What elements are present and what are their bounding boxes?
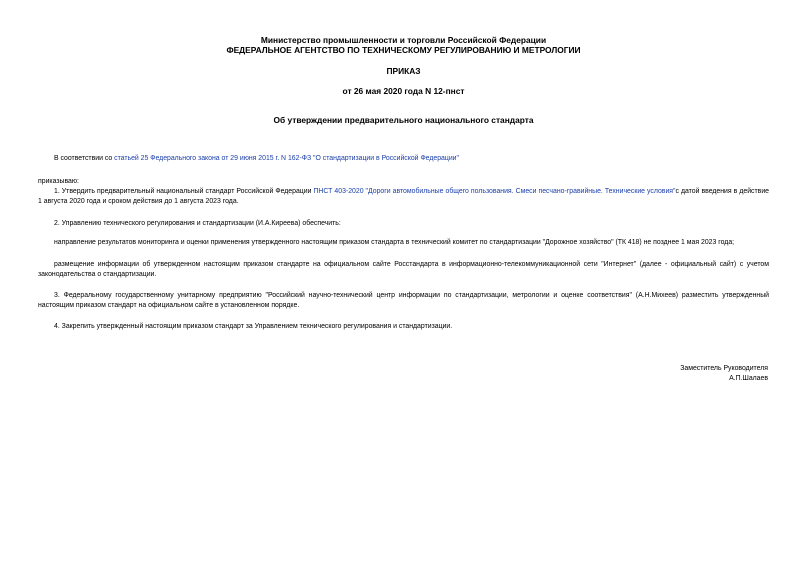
item-1-suffix: с датой введения в действие 1 августа 2020 года и сроком действия до 1 августа 2023 года.	[38, 188, 769, 205]
item-4: 4. Закрепить утвержденный настоящим приказом стандарт за Управлением технического регулирования и стандартизации.	[54, 323, 453, 330]
ministry-name: Министерство промышленности и торговли Российской Федерации	[260, 35, 547, 45]
document-date-number: от 26 мая 2020 года N 12-пнст	[342, 86, 465, 96]
order-word: приказываю:	[38, 178, 79, 185]
item-1	[38, 187, 769, 207]
federal-law-link[interactable]: статьей 25 Федерального закона от 29 июня 2015 г. N 162-ФЗ "О стандартизации в Российской Федерации"	[114, 155, 459, 162]
item-2: 2. Управлению технического регулирования и стандартизации (И.А.Киреева) обеспечить:	[54, 220, 341, 227]
item-1-prefix: 1. Утвердить предварительный национальный стандарт Российской Федерации	[54, 188, 314, 195]
item-2a: направление результатов мониторинга и оценки применения утвержденного настоящим приказом стандарта в технический комитет по стандартизации "Дорожное хозяйство" (ТК 418) не позднее 1 мая 2023 года;	[54, 239, 735, 246]
preamble	[38, 154, 769, 164]
signatory-name: А.П.Шалаев	[729, 375, 768, 382]
agency-name: ФЕДЕРАЛЬНОЕ АГЕНТСТВО ПО ТЕХНИЧЕСКОМУ РЕГУЛИРОВАНИЮ И МЕТРОЛОГИИ	[226, 45, 581, 55]
document-type: ПРИКАЗ	[386, 66, 421, 76]
standard-link[interactable]: ПНСТ 403-2020 "Дороги автомобильные общего пользования. Смеси песчано-гравийные. Технические условия"	[313, 188, 676, 195]
document-title: Об утверждении предварительного национального стандарта	[273, 115, 534, 125]
signatory-position: Заместитель Руководителя	[680, 365, 768, 372]
item-3: 3. Федеральному государственному унитарному предприятию "Российский научно-технический центр информации по стандартизации, метрологии и оценке соответствия" (А.Н.Михеев) разместить утвержденный настоящим приказом стандарт на официальном сайте в установленном порядке.	[38, 292, 769, 309]
preamble-prefix: В соответствии со	[54, 155, 115, 162]
item-2b: размещение информации об утвержденном настоящим приказом стандарте на официальном сайте Росстандарта в информационно-телекоммуникационной сети "Интернет" (далее - официальный сайт) с учетом законодательства о стандартизации.	[38, 261, 769, 278]
